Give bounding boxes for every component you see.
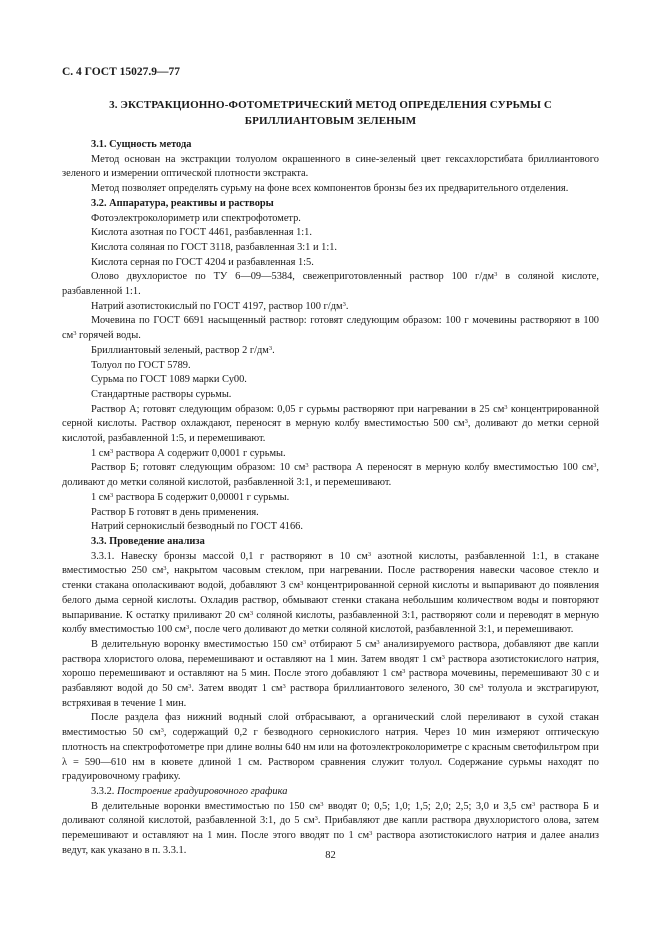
body-paragraph: Мочевина по ГОСТ 6691 насыщенный раствор: готовят следующим образом: 100 г мочевины растворяют в 100 $см^3$ горячей воды.	[62, 315, 599, 342]
body-paragraph: 1 $см^3$ раствора А содержит 0,0001 г сурьмы.	[91, 447, 286, 459]
body-paragraph: Бриллиантовый зеленый, раствор 2 $г/дм^3$.	[91, 344, 275, 356]
body-paragraph: Метод основан на экстракции толуолом окрашенного в сине-зеленый цвет гексахлорстибата бриллиантового зеленого и измерении оптической плотности экстракта.	[62, 153, 599, 180]
body-paragraph: Метод позволяет определять сурьму на фоне всех компонентов бронзы без их предварительного отделения.	[91, 183, 569, 195]
body-paragraph: Олово двухлористое по ТУ 6—09—5384, свежеприготовленный раствор 100 $г/дм^3$ в соляной кислоте, разбавленной 1:1.	[62, 271, 599, 298]
body-paragraph: Кислота азотная по ГОСТ 4461, разбавленная 1:1.	[91, 227, 312, 239]
body-paragraph: Толуол по ГОСТ 5789.	[91, 359, 191, 371]
body-paragraph: Стандартные растворы сурьмы.	[91, 388, 232, 400]
body-paragraph: В делительные воронки вместимостью по 150 $см^3$ вводят 0; 0,5; 1,0; 1,5; 2,0; 2,5; 3,0 и 3,5 $см^3$ раствора Б и доливают соляной кислотой, разбавленной 3:1, до 5 $см^3$. Прибавляют две капли раствора двухлористого олова, затем перемешивают и оставляют на 1 мин. После этого вводят по 1 $см^3$ раствора азотистокислого натрия и далее анализ ведут, как указано в п. 3.3.1.	[62, 800, 599, 856]
body-paragraph: Фотоэлектроколориметр или спектрофотометр.	[91, 212, 301, 224]
body-paragraph: Сурьма по ГОСТ 1089 марки Су00.	[91, 374, 247, 386]
section-heading: 3.2. Аппаратура, реактивы и растворы	[91, 197, 274, 209]
subsection-title: Построение градуировочного графика	[116, 785, 288, 797]
body-paragraph: После раздела фаз нижний водный слой отбрасывают, а органический слой переливают в сухой стакан вместимостью 50 $см^3$, содержащий 0,2 г безводного сернокислого натрия. Через 10 мин измеряют оптическую плотность на спектрофотометре при длине волны 640 нм или на фотоэлектроколориметре с красным светофильтром при λ = 590—610 нм в кювете длиной 1 см. Раствором сравнения служит толуол. Содержание сурьмы находят по градуировочному графику.	[62, 712, 599, 783]
body-paragraph: Раствор А; готовят следующим образом: 0,05 г сурьмы растворяют при нагревании в 25 $см^3$ концентрированной серной кислоты. Раствор охлаждают, переносят в мерную колбу вместимостью 500 $см^3$, доливают до метки серной кислотой, разбавленной 1:5, и перемешивают.	[62, 403, 600, 445]
body-paragraph: Кислота серная по ГОСТ 4204 и разбавленная 1:5.	[91, 256, 314, 268]
body-paragraph: Раствор Б готовят в день применения.	[91, 506, 259, 518]
body-paragraph: 3.3.1. Навеску бронзы массой 0,1 г растворяют в 10 $см^3$ азотной кислоты, разбавленной 1:1, в стакане вместимостью 250 $см^3$, накрытом часовым стеклом, при нагревании. После растворения навески часовое стекло и стенки стакана ополаскивают водой, добавляют 3 $см^3$ концентрированной серной кислоты и выпаривают до появления белого дыма серной кислоты. Охладив раствор, обмывают стенки стакана небольшим количеством воды и повторяют выпаривание. К остатку приливают 20 $см^3$ соляной кислоты, разбавленной 3:1, растворяют соли и переводят в мерную колбу вместимостью 100 $см^3$, после чего доливают до метки соляной кислотой, разбавленной 3:1, и перемешивают.	[62, 550, 600, 636]
body-paragraph: Кислота соляная по ГОСТ 3118, разбавленная 3:1 и 1:1.	[91, 241, 338, 253]
section-heading: 3.3. Проведение анализа	[91, 535, 205, 547]
section-heading: 3.1. Сущность метода	[91, 139, 192, 150]
subsection-heading	[62, 785, 599, 800]
page-header: С. 4 ГОСТ 15027.9—77	[62, 66, 181, 78]
body-paragraph: Раствор Б; готовят следующим образом: 10 $см^3$ раствора А переносят в мерную колбу вместимостью 100 $см^3$, доливают до метки соляной кислотой, разбавленной 3:1, и перемешивают.	[62, 462, 600, 489]
section-title: 3. ЭКСТРАКЦИОННО-ФОТОМЕТРИЧЕСКИЙ МЕТОД ОПРЕДЕЛЕНИЯ СУРЬМЫ С БРИЛЛИАНТОВЫМ ЗЕЛЕНЫМ	[109, 99, 552, 127]
document-body	[62, 138, 599, 858]
body-paragraph: Натрий сернокислый безводный по ГОСТ 4166.	[91, 521, 303, 533]
body-paragraph: Натрий азотистокислый по ГОСТ 4197, раствор 100 $г/дм^3$.	[91, 300, 349, 312]
body-paragraph: В делительную воронку вместимостью 150 $см^3$ отбирают 5 $см^3$ анализируемого раствора, добавляют две капли раствора хлористого олова, перемешивают и оставляют на 1 мин. Затем вводят 1 $см^3$ раствора азотистокислого натрия, хорошо перемешивают и оставляют на 5 мин. После этого добавляют 1 $см^3$ раствора мочевины, перемешивают 30 с и разбавляют водой до 50 $см^3$. Затем вводят 1 $см^3$ раствора бриллиантового зеленого, 30 $см^3$ толуола и экстрагируют, встряхивая в течение 1 мин.	[62, 638, 600, 709]
body-paragraph: 1 $см^3$ раствора Б содержит 0,00001 г сурьмы.	[91, 491, 290, 503]
page-number: 82	[325, 850, 336, 861]
subsection-number: 3.3.2.	[91, 785, 117, 797]
